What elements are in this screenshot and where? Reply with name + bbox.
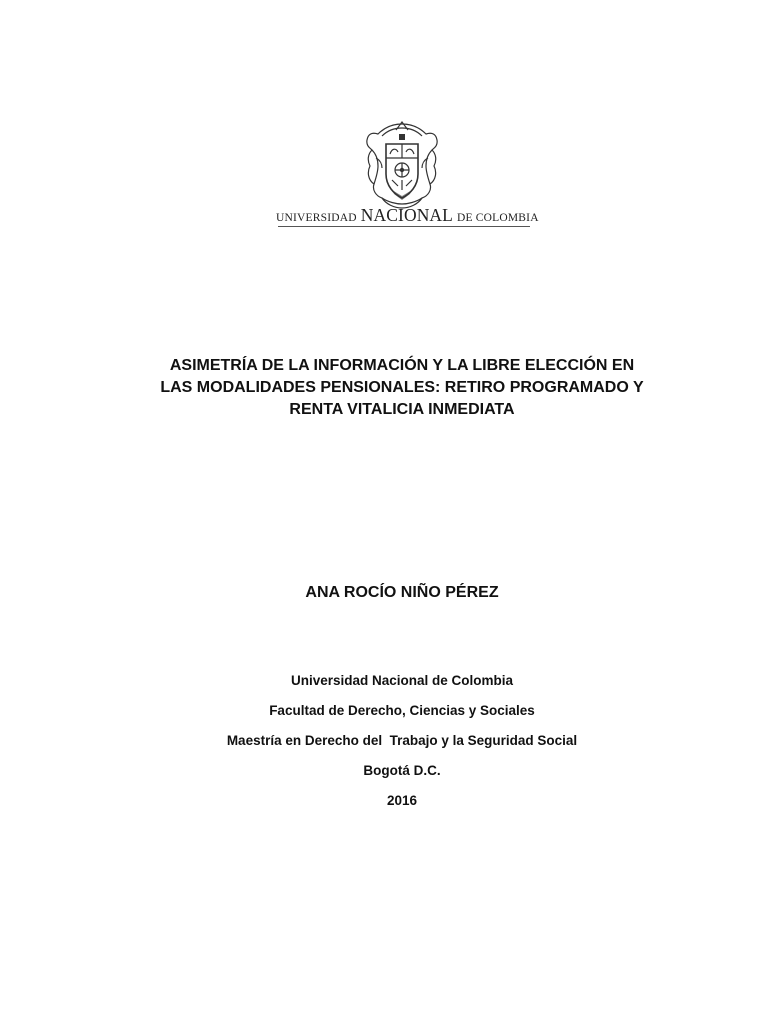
title-line: LAS MODALIDADES PENSIONALES: RETIRO PROGRAMADO Y	[160, 379, 644, 396]
thesis-title	[100, 355, 704, 421]
year: 2016	[386, 793, 418, 808]
university-name: Universidad Nacional de Colombia	[290, 673, 514, 688]
institution-info	[100, 670, 704, 820]
wordmark-part3: DE COLOMBIA	[456, 212, 539, 224]
city-name: Bogotá D.C.	[363, 763, 441, 778]
wordmark-part1: UNIVERSIDAD	[276, 212, 357, 224]
program-name: Maestría en Derecho del Trabajo y la Seguridad Social	[226, 733, 578, 748]
faculty-name: Facultad de Derecho, Ciencias y Sociales	[269, 703, 535, 718]
author-name: ANA ROCÍO NIÑO PÉREZ	[305, 584, 499, 601]
wordmark-part2: NACIONAL	[360, 205, 453, 225]
title-line: RENTA VITALICIA INMEDIATA	[289, 401, 515, 418]
title-line: ASIMETRÍA DE LA INFORMACIÓN Y LA LIBRE ELECCIÓN EN	[169, 357, 635, 374]
university-crest-icon	[362, 120, 442, 212]
wordmark-underline	[278, 226, 530, 227]
